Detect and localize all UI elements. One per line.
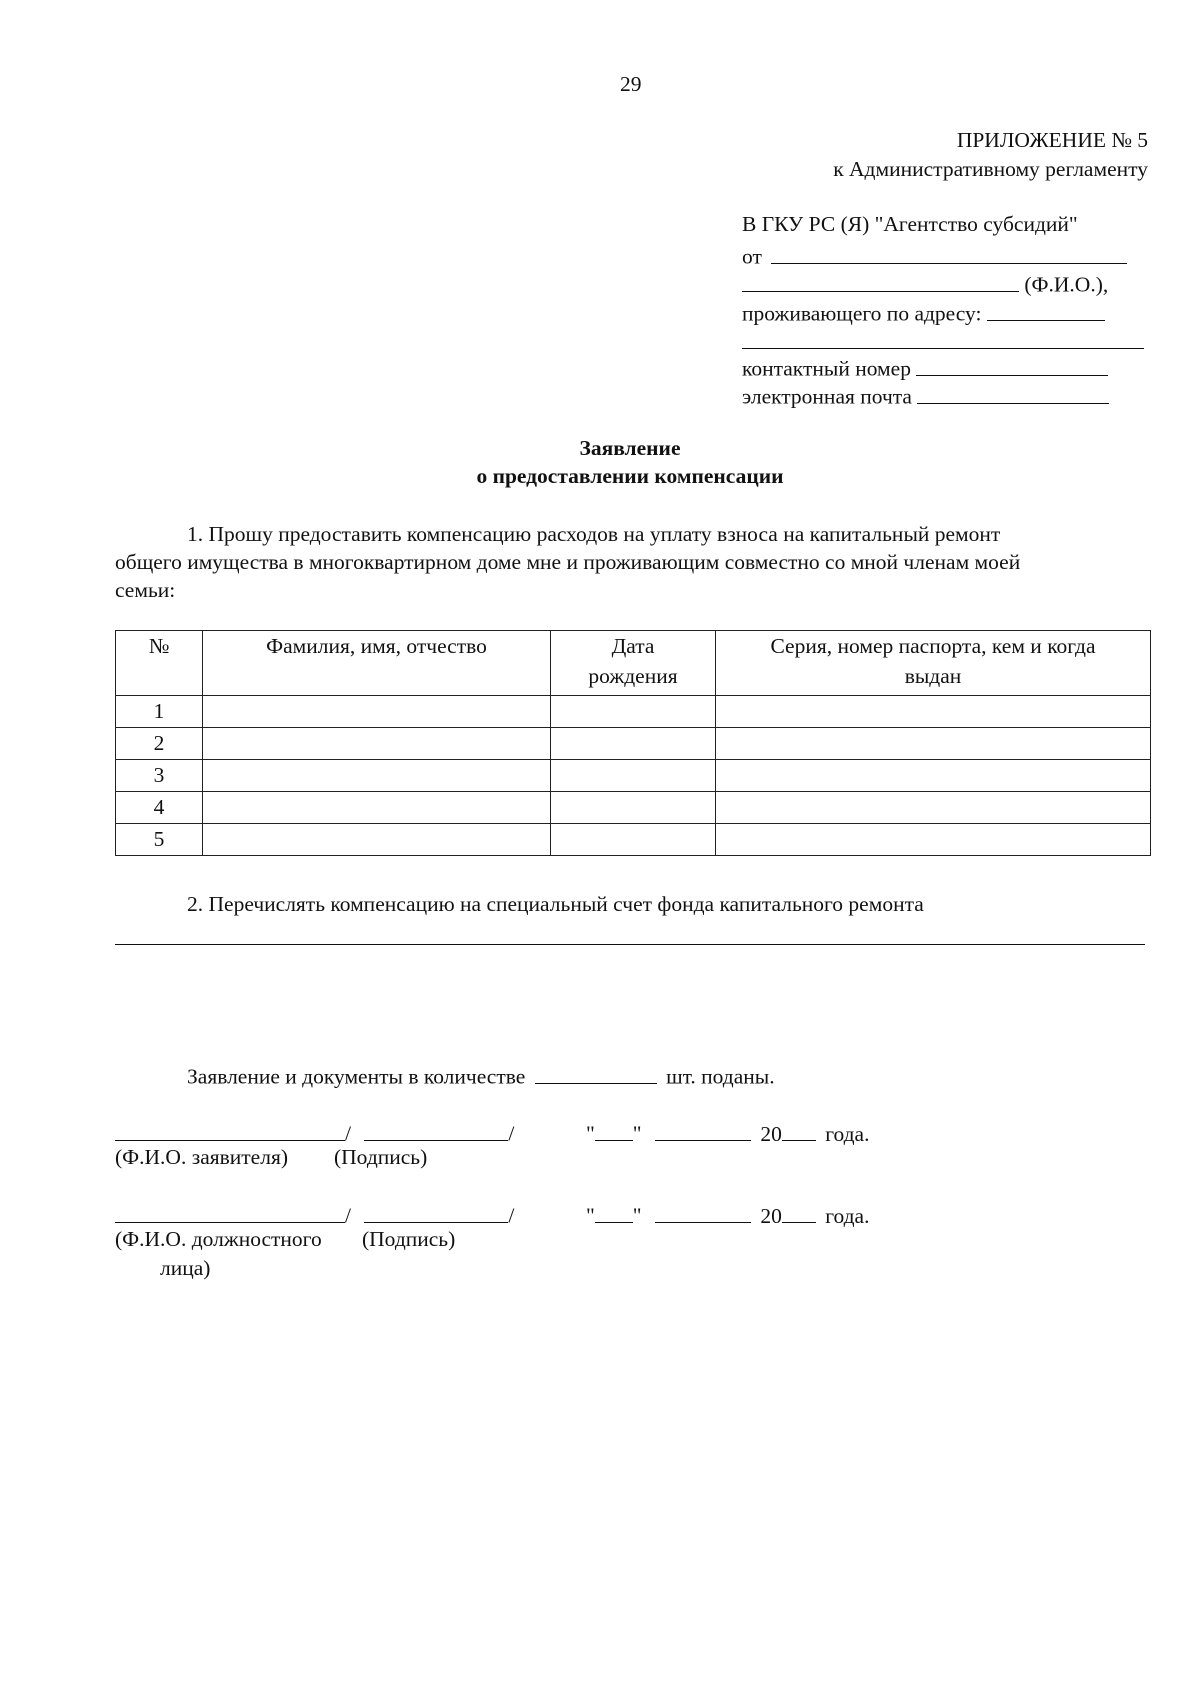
official-month-blank[interactable] xyxy=(655,1199,751,1223)
header-birth xyxy=(551,631,716,696)
official-fio-blank[interactable] xyxy=(115,1199,345,1223)
official-sign-blank[interactable] xyxy=(364,1199,508,1223)
year-suffix: года. xyxy=(825,1121,870,1146)
fio-blank[interactable] xyxy=(742,268,1019,292)
paragraph2: 2. Перечислять компенсацию на специальный счет фонда капитального ремонта xyxy=(187,892,924,916)
table-row xyxy=(116,728,1151,760)
appendix-subtitle: к Административному регламенту xyxy=(833,157,1148,181)
documents-prefix: Заявление и документы в количестве xyxy=(187,1064,526,1089)
applicant-sign-caption: (Подпись) xyxy=(334,1145,428,1169)
applicant-month-blank[interactable] xyxy=(655,1117,751,1141)
year-prefix: 20 xyxy=(760,1121,782,1146)
official-date-line xyxy=(586,1199,869,1229)
quote-open: " xyxy=(586,1121,595,1146)
row-passport-cell[interactable] xyxy=(716,760,1151,792)
heading-subtitle: о предоставлении компенсации xyxy=(476,464,784,488)
official-signature-line xyxy=(115,1199,514,1229)
header-birth-line2: рождения xyxy=(588,664,678,688)
email-blank[interactable] xyxy=(917,380,1109,404)
year-suffix: года. xyxy=(825,1203,870,1228)
table-row xyxy=(116,760,1151,792)
row-passport-cell[interactable] xyxy=(716,696,1151,728)
phone-blank[interactable] xyxy=(916,352,1108,376)
applicant-year-blank[interactable] xyxy=(782,1117,816,1141)
paragraph1-line1: 1. Прошу предоставить компенсацию расходов на уплату взноса на капитальный ремонт xyxy=(187,522,1001,546)
table-row xyxy=(116,792,1151,824)
applicant-day-blank[interactable] xyxy=(595,1117,633,1141)
header-passport-line2: выдан xyxy=(904,664,962,688)
row-passport-cell[interactable] xyxy=(716,792,1151,824)
table-header-row xyxy=(116,631,1151,696)
row-birth-cell[interactable] xyxy=(551,824,716,856)
row-name-cell[interactable] xyxy=(203,792,551,824)
documents-count-blank[interactable] xyxy=(535,1060,657,1084)
address-label: проживающего по адресу: xyxy=(742,301,982,326)
row-passport-cell[interactable] xyxy=(716,824,1151,856)
quote-open: " xyxy=(586,1203,595,1228)
official-day-blank[interactable] xyxy=(595,1199,633,1223)
quote-close: " xyxy=(632,1203,642,1228)
fio-label: (Ф.И.О.), xyxy=(1024,272,1109,297)
quote-close: " xyxy=(632,1121,642,1146)
year-prefix: 20 xyxy=(760,1203,782,1228)
from-blank[interactable] xyxy=(771,240,1127,264)
row-name-cell[interactable] xyxy=(203,696,551,728)
row-number: 1 xyxy=(116,696,203,728)
row-birth-cell[interactable] xyxy=(551,792,716,824)
table-row xyxy=(116,696,1151,728)
row-passport-cell[interactable] xyxy=(716,728,1151,760)
row-birth-cell[interactable] xyxy=(551,760,716,792)
email-label: электронная почта xyxy=(742,384,912,409)
header-passport-line1: Серия, номер паспорта, кем и когда xyxy=(770,634,1096,658)
header-birth-line1: Дата xyxy=(611,634,655,658)
slash: / xyxy=(508,1121,515,1146)
header-passport xyxy=(716,631,1151,696)
family-members-table xyxy=(115,630,1151,856)
addressee-to: В ГКУ РС (Я) "Агентство субсидий" xyxy=(742,212,1078,236)
paragraph2-blank[interactable] xyxy=(115,930,1145,945)
row-name-cell[interactable] xyxy=(203,824,551,856)
fio-line xyxy=(742,268,1108,298)
documents-suffix: шт. поданы. xyxy=(666,1064,775,1089)
address-line xyxy=(742,297,1105,327)
row-birth-cell[interactable] xyxy=(551,728,716,760)
row-number: 2 xyxy=(116,728,203,760)
page-number: 29 xyxy=(620,72,642,96)
row-number: 5 xyxy=(116,824,203,856)
paragraph1-line3: семьи: xyxy=(115,578,176,602)
row-birth-cell[interactable] xyxy=(551,696,716,728)
phone-label: контактный номер xyxy=(742,356,911,381)
row-name-cell[interactable] xyxy=(203,728,551,760)
applicant-fio-caption: (Ф.И.О. заявителя) xyxy=(115,1145,288,1169)
address-blank-2[interactable] xyxy=(742,325,1144,349)
header-num: № xyxy=(116,631,203,696)
official-year-blank[interactable] xyxy=(782,1199,816,1223)
row-number: 3 xyxy=(116,760,203,792)
documents-line xyxy=(187,1060,775,1090)
official-sign-caption: (Подпись) xyxy=(362,1227,456,1251)
official-fio-caption-line1: (Ф.И.О. должностного xyxy=(115,1227,322,1251)
heading-title: Заявление xyxy=(579,436,681,460)
row-number: 4 xyxy=(116,792,203,824)
phone-line xyxy=(742,352,1108,382)
email-line xyxy=(742,380,1109,410)
slash: / xyxy=(345,1203,351,1228)
row-name-cell[interactable] xyxy=(203,760,551,792)
addressee-from-line xyxy=(742,240,1127,270)
table-row xyxy=(116,824,1151,856)
applicant-date-line xyxy=(586,1117,869,1147)
header-name: Фамилия, имя, отчество xyxy=(203,631,551,696)
address-line-2 xyxy=(742,325,1144,355)
paragraph1-line2: общего имущества в многоквартирном доме мне и проживающим совместно со мной членам моей xyxy=(115,550,1021,574)
slash: / xyxy=(508,1203,515,1228)
address-blank[interactable] xyxy=(987,297,1105,321)
applicant-signature-line xyxy=(115,1117,514,1147)
appendix-title: ПРИЛОЖЕНИЕ № 5 xyxy=(956,128,1148,152)
slash: / xyxy=(345,1121,351,1146)
official-fio-caption-line2: лица) xyxy=(160,1256,211,1280)
applicant-sign-blank[interactable] xyxy=(364,1117,508,1141)
applicant-fio-blank[interactable] xyxy=(115,1117,345,1141)
from-label: от xyxy=(742,244,762,269)
